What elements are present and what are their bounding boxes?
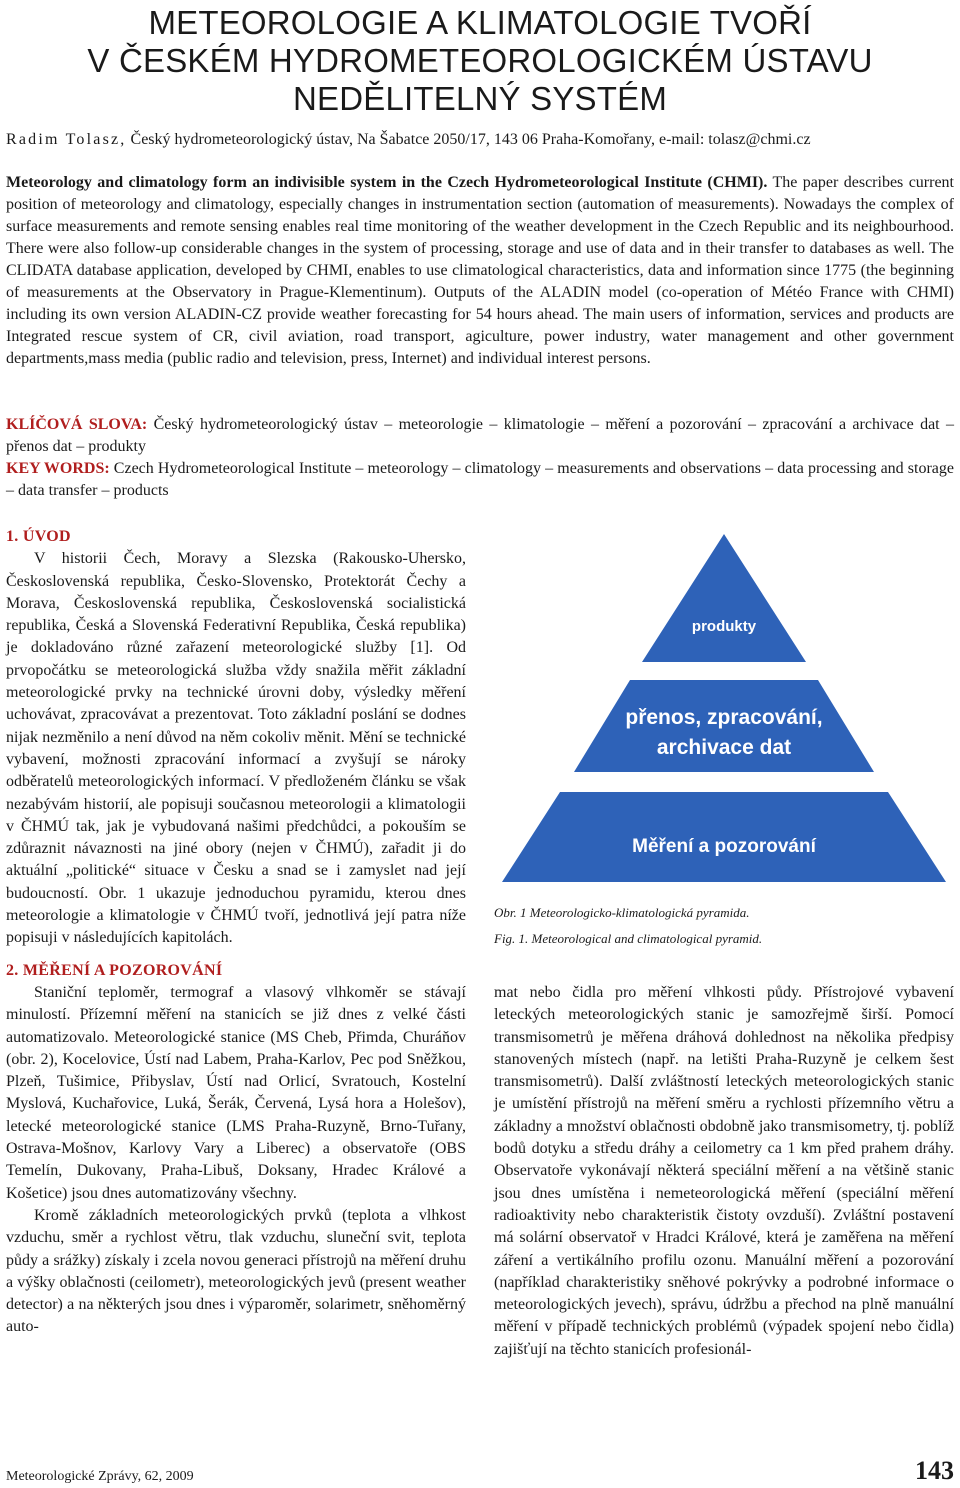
keywords-czech-text: Český hydrometeorologický ústav – meteorologie – klimatologie – měření a pozorování – zpracování a archivace dat – přenos dat – produkty [6, 416, 954, 455]
right-column [494, 982, 954, 1361]
figure-caption-czech: Obr. 1 Meteorologicko-klimatologická pyramida. [494, 905, 750, 920]
pyramid-top-level [642, 534, 806, 662]
right-column-text: mat nebo čidla pro měření vlhkosti půdy. Přístrojové vybavení leteckých meteorologických stanic je samozřejmě širší. Pomocí transmisometrů je měřena dráhová dohlednost na několika předpisy stanovených místech (např. na letišti Praha-Ruzyně je celkem šest transmisometrů). Další zvláštností leteckých meteorologických stanic je umístění přístrojů na měření směru a rychlosti přízemního větru a základny a množství oblačnosti obdobně jako transmisometry, tj. poblíž bodů dotyku a středu dráhy a ceilometry ca 1 km před prahem dráhy. Observatoře vykonávají některá speciální měření a na většině stanic jsou dnes umístěna i nemeteorologická měření (speciální měření radioaktivity nebo charakteristik čistoty ovzduší). Zvláštní postavení má solární observatoř v Hradci Králové, která je zaměřena na měření záření a vertikálního profilu ozonu. Manuální měření a pozorování (například charakteristiky sněhové pokrývky a podrobné informace o meteorologických jevech), správu, údržbu a přechod na plně manuální měření v případě technických problémů (výpadek spojení nebo čidla) zajišťují na těchto stanicích profesionál- [494, 984, 954, 1358]
abstract [6, 172, 954, 370]
section-1-paragraph: V historii Čech, Moravy a Slezska (Rakousko-Uhersko, Československá republika, Česko-Slovensko, Protektorát Čechy a Morava, Československá republika, Československá socialistická republika, Česká a Slovenská Federativní Republika, Česká republika) je dokladováno různé zařazení meteorologické služby [1]. Od prvopočátku se meteorologická služba vždy snažila měřit základní meteorologické prvky na technické úrovni doby, výsledky měření uchovávat, zpracovávat a prezentovat. Toto základní poslání se dodnes nijak nezměnilo a není důvod na něm cokoliv měnit. Mění se technické vybavení, možnosti zpracování informací a zvyšují se nároky odběratelů meteorologických informací. V předloženém článku se však nezabývám historií, ale popisuji současnou meteorologii a klimatologii v ČHMÚ tak, jak je vybudovaná našimi předchůdci, a pokouším se zdůraznit návaznosti na jiné obory (nejen v ČHMÚ), zařadit ji do aktuální „politické“ situace v Česku a snad se i zamyslet nad její budoucností. Obr. 1 ukazuje jednoduchou pyramidu, kterou dnes meteorologie a klimatologie v ČHMÚ tvoří, jednotlivá její patra níže popisuji v následujících kapitolách. [6, 550, 466, 947]
author-name: Radim Tolasz, [6, 131, 127, 148]
section-2-paragraph-2: Kromě základních meteorologických prvků (teplota a vlhkost vzduchu, směr a rychlost větru, tlak vzduchu, sluneční svit, teplota půdy a srážky) získaly i zcela novou generaci přístrojů na měření druhu a výšky oblačnosti (ceilometr), meteorologických jevů (present weather detector) a na některých jsou dnes i výparoměr, solarimetr, sněhoměrný auto- [6, 1206, 466, 1336]
author-affiliation: Český hydrometeorologický ústav, Na Šabatce 2050/17, 143 06 Praha-Komořany, e-mail: tolasz@chmi.cz [126, 131, 811, 148]
section-2-heading: 2. MĚŘENÍ A POZOROVÁNÍ [6, 961, 223, 979]
title-line-2: V ČESKÉM HYDROMETEOROLOGICKÉM ÚSTAVU [87, 42, 873, 79]
keywords-english-label: KEY WORDS: [6, 460, 110, 477]
section-1-heading: 1. ÚVOD [6, 528, 71, 545]
keywords-english-text: Czech Hydrometeorological Institute – meteorology – climatology – measurements and observations – data processing and storage – data transfer – products [6, 460, 954, 499]
keywords-czech [6, 414, 954, 458]
pyramid-label-transfer-2: archivace dat [656, 736, 792, 759]
pyramid-label-transfer-1: přenos, zpracování, [625, 706, 823, 729]
pyramid-graphic [494, 530, 954, 888]
author-line [6, 130, 956, 150]
left-column [6, 526, 466, 1339]
title-line-1: METEOROLOGIE A KLIMATOLOGIE TVOŘÍ [148, 4, 812, 41]
pyramid-figure [494, 530, 954, 888]
pyramid-label-measurement: Měření a pozorování [632, 836, 816, 857]
page-number: 143 [915, 1456, 954, 1485]
title-line-3: NEDĚLITELNÝ SYSTÉM [292, 80, 668, 117]
keywords-czech-label: KLÍČOVÁ SLOVA: [6, 416, 148, 433]
abstract-english-title: Meteorology and climatology form an indivisible system in the Czech Hydrometeorological Institute (CHMI). [6, 174, 768, 191]
figure-caption-english: Fig. 1. Meteorological and climatological pyramid. [494, 931, 763, 946]
pyramid-label-products: produkty [691, 618, 757, 635]
abstract-text: The paper describes current position of meteorology and climatology, especially changes in instrumentation section (automation of measurements). Nowadays the complex of surface measurements and remote sensing enables real time monitoring of the weather development in the Czech Republic and its neighbourhood. There were also follow-up considerable changes in the system of processing, storage and use of data and in their transfer to databases as well. The CLIDATA database application, developed by CHMI, enables to use climatological characteristics, data and information since 1775 (the beginning of measurements at the Observatory in Prague-Klementinum). Outputs of the ALADIN model (co-operation of Météo France with CHMI) including its own version ALADIN-CZ provide weather forecasting for 54 hours ahead. The main users of information, services and products are Integrated rescue system of CR, civil aviation, road transport, agiculture, power industry, water management and other government departments,mass media (public radio and television, press, Internet) and individual interest persons. [6, 174, 954, 367]
keywords-english [6, 458, 954, 502]
article-title [0, 4, 960, 118]
section-2-paragraph-1: Staniční teploměr, termograf a vlasový vlhkoměr se stávají minulostí. Přízemní měření na stanicích se již dnes z velké části automatizovalo. Meteorologické stanice (MS Cheb, Přimda, Churáňov (obr. 2), Kocelovice, Ústí nad Labem, Praha-Karlov, Pec pod Sněžkou, Plzeň, Tušimice, Přibyslav, Ústí nad Orlicí, Svratouch, Kostelní Myslová, Kuchařovice, Luká, Šerák, Červená, Lysá hora a Holešov), letecké meteorologické stanice (LMS Praha-Ruzyně, Brno-Tuřany, Ostrava-Mošnov, Karlovy Vary a Liberec) a observatoře (OBS Temelín, Dukovany, Praha-Libuš, Doksany, Hradec Králové a Košetice) jsou dnes automatizovány všechny. [6, 983, 466, 1202]
journal-footer: Meteorologické Zprávy, 62, 2009 [6, 1469, 194, 1484]
